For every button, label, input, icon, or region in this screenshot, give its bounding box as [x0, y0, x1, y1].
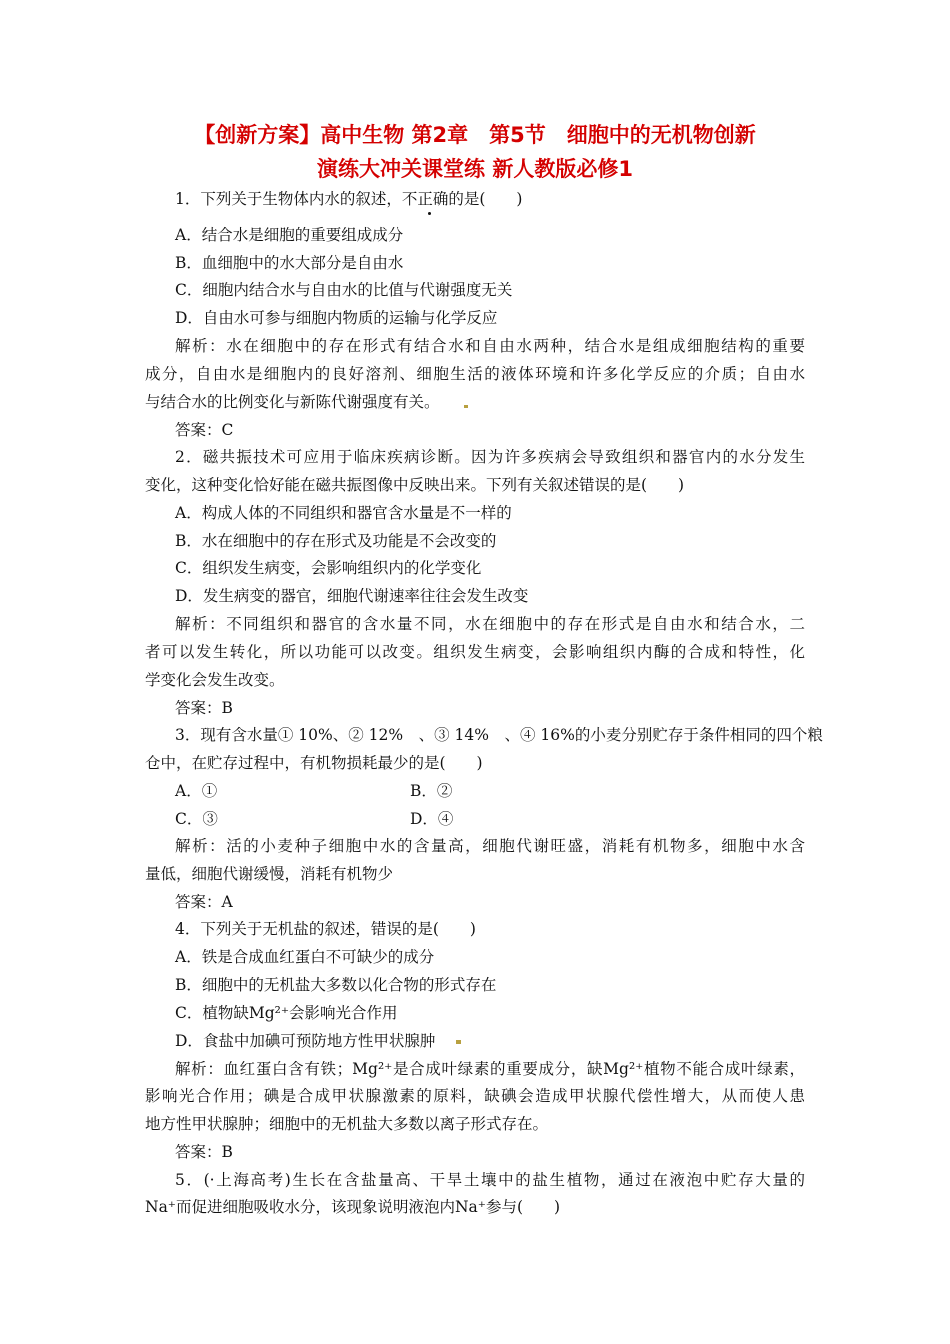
question-3-analysis-line-2: 量低，细胞代谢缓慢，消耗有机物少	[145, 865, 394, 883]
question-1-option-d: D．自由水可参与细胞内物质的运输与化学反应	[175, 309, 498, 327]
scan-mark	[456, 1040, 461, 1044]
question-4-analysis-line-1: 解析：血红蛋白含有铁；Mg²⁺是合成叶绿素的重要成分，缺Mg²⁺植物不能合成叶绿素，	[175, 1060, 805, 1078]
question-3-answer: 答案：A	[175, 893, 233, 911]
question-2-option-c: C．组织发生病变，会影响组织内的化学变化	[175, 559, 482, 577]
question-2-analysis-line-1: 解析：不同组织和器官的含水量不同，水在细胞中的存在形式是自由水和结合水，二	[175, 615, 805, 633]
question-4-option-a: A．铁是合成血红蛋白不可缺少的成分	[175, 948, 435, 966]
question-2-stem-line-2: 变化，这种变化恰好能在磁共振图像中反映出来。下列有关叙述错误的是( )	[145, 476, 685, 494]
question-1-analysis-line-1: 解析：水在细胞中的存在形式有结合水和自由水两种，结合水是组成细胞结构的重要	[175, 337, 805, 355]
question-1-option-c: C．细胞内结合水与自由水的比值与代谢强度无关	[175, 281, 513, 299]
question-2-answer: 答案：B	[175, 699, 233, 717]
question-4-answer: 答案：B	[175, 1143, 233, 1161]
question-4-option-c: C．植物缺Mg²⁺会影响光合作用	[175, 1004, 398, 1022]
question-5-stem-line-1: 5．(·上海高考)生长在含盐量高、干旱土壤中的盐生植物，通过在液泡中贮存大量的	[175, 1171, 805, 1189]
question-1-option-b: B．血细胞中的水大部分是自由水	[175, 254, 404, 272]
question-2-option-b: B．水在细胞中的存在形式及功能是不会改变的	[175, 532, 497, 550]
document-title-line-1: 【创新方案】高中生物 第2章 第5节 细胞中的无机物创新	[194, 123, 756, 147]
question-2-analysis-line-3: 学变化会发生改变。	[145, 671, 285, 689]
scan-mark	[464, 405, 468, 408]
question-4-stem: 4．下列关于无机盐的叙述，错误的是( )	[175, 920, 476, 938]
question-3-option-a: A．①	[175, 782, 218, 800]
question-1-answer: 答案：C	[175, 421, 234, 439]
question-3-stem-line-2: 仓中，在贮存过程中，有机物损耗最少的是( )	[145, 754, 483, 772]
question-2-analysis-line-2: 者可以发生转化，所以功能可以改变。组织发生病变，会影响组织内酶的合成和特性，化	[145, 643, 805, 661]
question-3-stem-line-1: 3．现有含水量① 10%、② 12% 、③ 14% 、④ 16%的小麦分别贮存于条件相同的四个粮	[175, 726, 823, 744]
question-2-option-a: A．构成人体的不同组织和器官含水量是不一样的	[175, 504, 512, 522]
question-2-option-d: D．发生病变的器官，细胞代谢速率往往会发生改变	[175, 587, 529, 605]
question-3-option-b: B．②	[410, 782, 453, 800]
question-5-stem-line-2: Na⁺而促进细胞吸收水分，该现象说明液泡内Na⁺参与( )	[145, 1198, 561, 1216]
question-1-stem: 1．下列关于生物体内水的叙述，不正确的是( )	[175, 190, 523, 208]
question-1-analysis-line-3: 与结合水的比例变化与新陈代谢强度有关。	[145, 393, 440, 411]
question-3-option-c: C．③	[175, 810, 218, 828]
question-1-analysis-line-2: 成分，自由水是细胞内的良好溶剂、细胞生活的液体环境和许多化学反应的介质；自由水	[145, 365, 805, 383]
question-3-analysis-line-1: 解析：活的小麦种子细胞中水的含量高，细胞代谢旺盛，消耗有机物多，细胞中水含	[175, 837, 805, 855]
question-2-stem-line-1: 2．磁共振技术可应用于临床疾病诊断。因为许多疾病会导致组织和器官内的水分发生	[175, 448, 805, 466]
question-4-option-d: D．食盐中加碘可预防地方性甲状腺肿	[175, 1032, 436, 1050]
question-4-analysis-line-3: 地方性甲状腺肿；细胞中的无机盐大多数以离子形式存在。	[145, 1115, 549, 1133]
question-3-option-d: D．④	[410, 810, 454, 828]
document-title-line-2: 演练大冲关课堂练 新人教版必修1	[317, 157, 633, 181]
emphasis-dot	[428, 212, 431, 215]
question-4-analysis-line-2: 影响光合作用；碘是合成甲状腺激素的原料，缺碘会造成甲状腺代偿性增大，从而使人患	[145, 1087, 805, 1105]
question-1-option-a: A．结合水是细胞的重要组成成分	[175, 226, 404, 244]
question-4-option-b: B．细胞中的无机盐大多数以化合物的形式存在	[175, 976, 497, 994]
